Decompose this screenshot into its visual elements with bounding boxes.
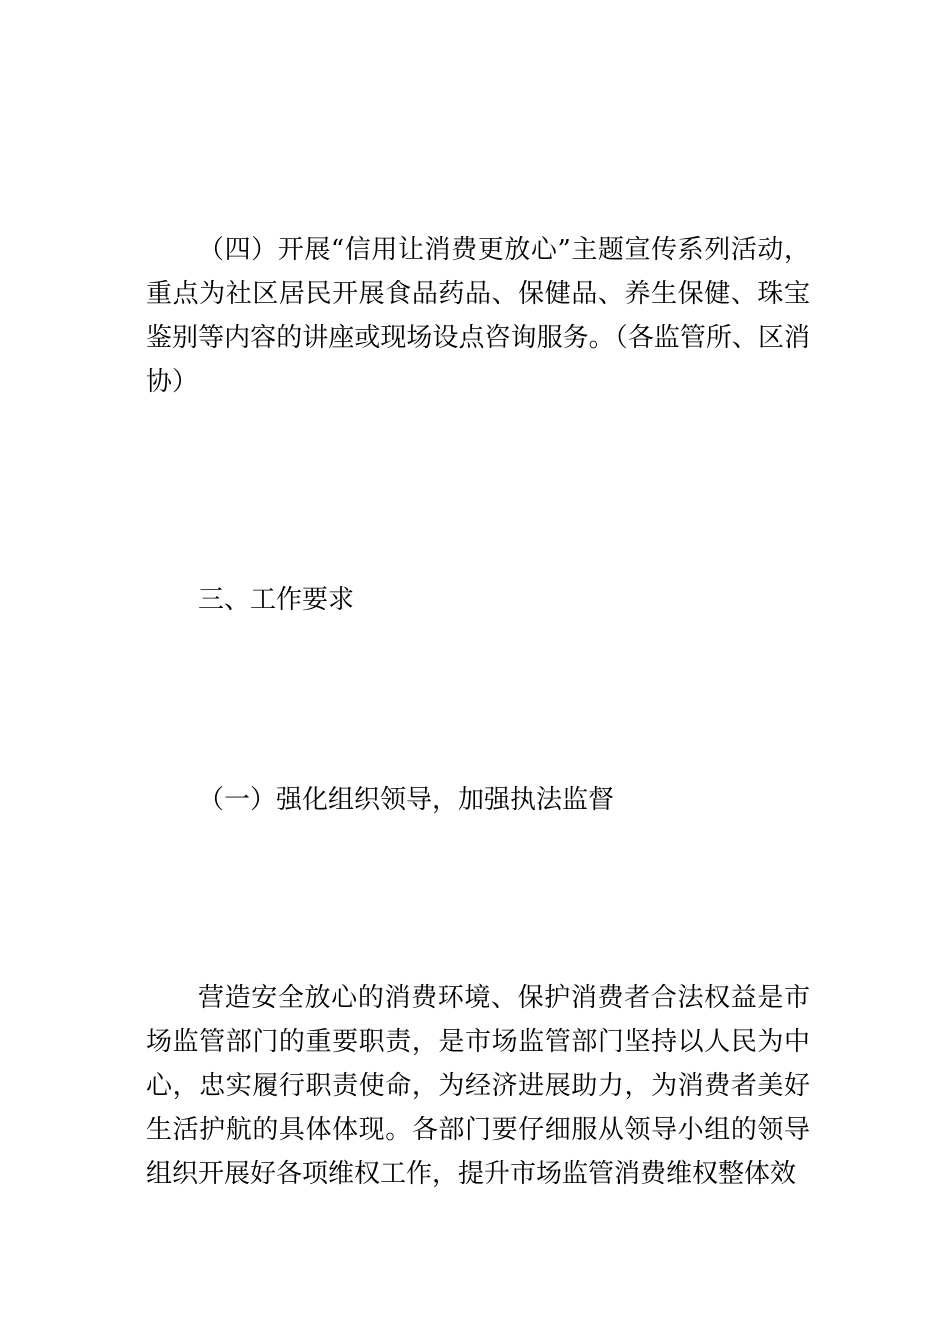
paragraph-text: （四）开展“信用让消费更放心”主题宣传系列活动，重点为社区居民开展食品药品、保健品、养生保健、珠宝鉴别等内容的讲座或现场设点咨询服务。（各监管所、区消协） [146, 235, 810, 397]
body-paragraph [146, 976, 810, 1196]
section-heading [146, 578, 810, 622]
subsection-heading [146, 778, 810, 822]
section-heading-text: 三、工作要求 [198, 585, 355, 615]
paragraph-item-4 [146, 228, 810, 404]
body-paragraph-text: 营造安全放心的消费环境、保护消费者合法权益是市场监管部门的重要职责，是市场监管部门坚持以人民为中心，忠实履行职责使命，为经济进展助力，为消费者美好生活护航的具体体现。各部门要仔细服从领导小组的领导组织开展好各项维权工作，提升市场监管消费维权整体效 [146, 983, 810, 1189]
subsection-heading-text: （一）强化组织领导，加强执法监督 [198, 785, 615, 815]
